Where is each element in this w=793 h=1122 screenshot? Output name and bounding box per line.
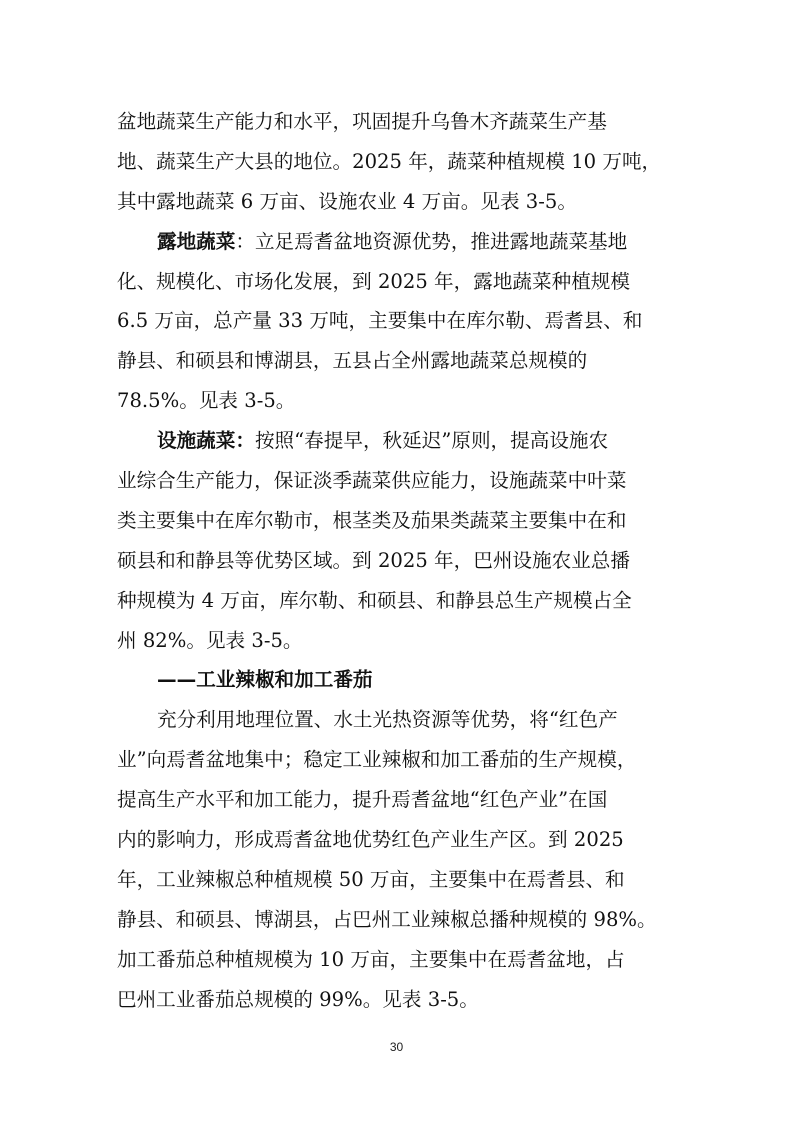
facility-lead: 设施蔬菜：	[157, 429, 255, 453]
text-line: 静县、和硕县、博湖县，占巴州工业辣椒总播种规模的 98%。	[117, 907, 657, 931]
facility-paragraph-start	[117, 421, 677, 461]
text-line: 巴州工业番茄总规模的 99%。见表 3-5。	[117, 987, 479, 1011]
red-industry-first-line: 充分利用地理位置、水土光热资源等优势，将“红色产	[157, 708, 618, 732]
text-line: 州 82%。见表 3-5。	[117, 628, 303, 652]
text-line: 78.5%。见表 3-5。	[117, 389, 296, 413]
facility-first-line: 按照“春提早，秋延迟”原则，提高设施农	[254, 429, 609, 453]
text-line: 种规模为 4 万亩，库尔勒、和硕县、和静县总生产规模占全	[117, 588, 632, 612]
text-line: 提高生产水平和加工能力，提升焉耆盆地“红色产业”在国	[117, 788, 608, 812]
text-line: 地、蔬菜生产大县的地位。2025 年，蔬菜种植规模 10 万吨，	[117, 149, 662, 173]
text-line: 硕县和和静县等优势区域。到 2025 年，巴州设施农业总播	[117, 548, 630, 572]
text-line: 化、规模化、市场化发展，到 2025 年，露地蔬菜种植规模	[117, 269, 630, 293]
page-number: 30	[389, 1040, 404, 1054]
text-line: 静县、和硕县和博湖县，五县占全州露地蔬菜总规模的	[117, 349, 588, 373]
text-line: 业”向焉耆盆地集中；稳定工业辣椒和加工番茄的生产规模，	[117, 748, 637, 772]
text-line: 加工番茄总种植规模为 10 万亩，主要集中在焉耆盆地，占	[117, 947, 625, 971]
open-field-lead: 露地蔬菜	[157, 229, 236, 253]
text-line: 盆地蔬菜生产能力和水平，巩固提升乌鲁木齐蔬菜生产基	[117, 110, 607, 133]
section-heading: ——工业辣椒和加工番茄	[157, 668, 373, 692]
text-line: 其中露地蔬菜 6 万亩、设施农业 4 万亩。见表 3-5。	[117, 189, 577, 213]
text-line: 内的影响力，形成焉耆盆地优势红色产业生产区。到 2025	[117, 828, 624, 852]
text-line: 年，工业辣椒总种植规模 50 万亩，主要集中在焉耆县、和	[117, 867, 625, 891]
open-field-first-line: ：立足焉耆盆地资源优势，推进露地蔬菜基地	[235, 229, 628, 253]
text-line: 类主要集中在库尔勒市，根茎类及茄果类蔬菜主要集中在和	[117, 508, 627, 532]
text-line: 6.5 万亩，总产量 33 万吨，主要集中在库尔勒、焉耆县、和	[117, 309, 643, 333]
open-field-paragraph-start	[117, 222, 677, 262]
body-text	[117, 102, 677, 1019]
text-line: 业综合生产能力，保证淡季蔬菜供应能力，设施蔬菜中叶菜	[117, 469, 627, 493]
